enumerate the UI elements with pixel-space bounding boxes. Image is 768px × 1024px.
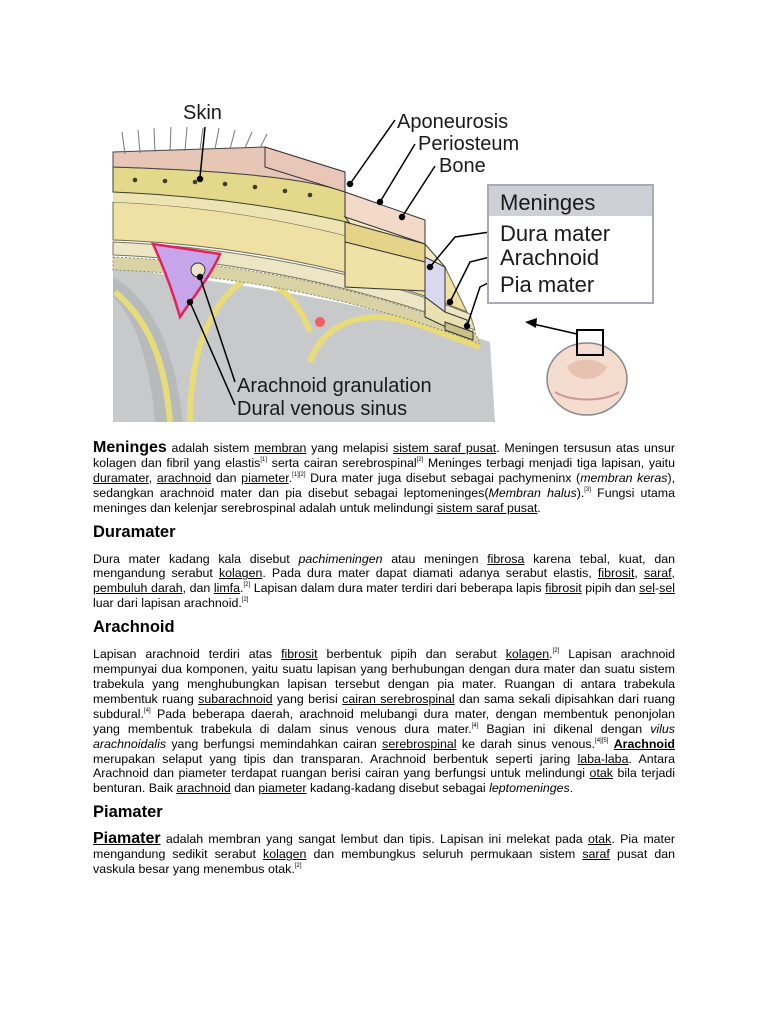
duramater-paragraph: Dura mater kadang kala disebut pachimeningen atau meningen fibrosa karena tebal, kuat, dan mengandung serabut kolagen. Pada dura mater dapat diamati adanya serabut elastis, fibrosit, saraf, pembuluh darah, dan limfa.[2] Lapisan dalam dura mater terdiri dari beberapa lapis fibrosit pipih dan sel-sel luar dari lapisan arachnoid.[2]	[93, 551, 675, 611]
intro-paragraph: Meninges adalah sistem membran yang melapisi sistem saraf pusat. Meningen tersusun atas unsur kolagen dan fibril yang elastis[1] serta cairan serebrospinal[2] Meninges terbagi menjadi tiga lapisan, yaitu duramater, arachnoid dan piameter.[1][2] Dura mater juga disebut sebagai pachymeninx (membran keras), sedangkan arachnoid mater dan pia disebut sebagai leptomeninges(Membran halus).[3] Fungsi utama meninges dan kelenjar serebrospinal adalah untuk melindungi sistem saraf pusat.	[93, 439, 676, 515]
link-pembuluh-darah[interactable]: pembuluh darah	[93, 581, 183, 596]
citation[interactable]: [2]	[241, 597, 249, 604]
red-vessel	[315, 317, 325, 327]
link-laba-laba[interactable]: laba-laba	[577, 751, 629, 766]
link-cairan-serebrospinal[interactable]: cairan serebrospinal	[342, 691, 455, 706]
label-dural-venous-sinus: Dural venous sinus	[237, 398, 408, 420]
piamater-paragraph: Piamater adalah membran yang sangat lembut dan tipis. Lapisan ini melekat pada otak. Pia mater mengandung sedikit serabut kolagen dan membungkus seluruh permukaan sistem saraf pusat dan vaskula besar yang menembus otak.[2]	[93, 830, 676, 877]
link-saraf[interactable]: saraf	[644, 566, 672, 581]
link-sel-2[interactable]: sel	[659, 581, 675, 596]
citation[interactable]: [4]	[471, 722, 479, 729]
citation[interactable]: [4][5]	[595, 737, 609, 744]
link-otak-2[interactable]: otak	[587, 832, 612, 847]
meninges-legend	[488, 185, 653, 303]
link-membran[interactable]: membran	[254, 441, 307, 455]
link-otak[interactable]: otak	[589, 766, 613, 781]
label-arachnoid-granulation: Arachnoid granulation	[237, 375, 432, 397]
link-subarachnoid[interactable]: subarachnoid	[198, 691, 273, 706]
heading-duramater: Duramater	[93, 522, 176, 541]
link-fibrosit-2[interactable]: fibrosit	[545, 581, 582, 596]
link-sel[interactable]: sel	[639, 581, 655, 596]
link-saraf-2[interactable]: saraf	[582, 847, 610, 862]
label-aponeurosis: Aponeurosis	[397, 111, 509, 133]
citation[interactable]: [4]	[143, 707, 151, 714]
citation[interactable]: [2]	[294, 863, 302, 870]
link-limfa[interactable]: limfa	[213, 581, 241, 596]
link-arachnoid-2[interactable]: arachnoid	[176, 781, 231, 796]
link-fibrosit-3[interactable]: fibrosit	[281, 647, 318, 662]
link-piameter-2[interactable]: piameter	[258, 781, 307, 796]
link-fibrosit[interactable]: fibrosit	[597, 566, 635, 581]
link-kolagen-3[interactable]: kolagen	[263, 847, 307, 862]
link-piameter[interactable]: piameter	[241, 470, 289, 485]
brain-inset-icon	[525, 318, 627, 415]
link-serebrospinal[interactable]: serebrospinal	[382, 736, 457, 751]
legend-title: Meninges	[500, 190, 596, 215]
link-sistem-saraf-pusat[interactable]: sistem saraf pusat	[393, 441, 497, 455]
piamater-lead[interactable]: Piamater	[93, 830, 161, 848]
link-duramater[interactable]: duramater	[93, 470, 149, 485]
article-body	[93, 441, 675, 883]
citation[interactable]: [2]	[552, 648, 560, 655]
legend-item-pia: Pia mater	[500, 272, 595, 297]
heading-arachnoid: Arachnoid	[93, 618, 175, 637]
label-bone: Bone	[439, 155, 486, 177]
bold-arachnoid[interactable]: Arachnoid	[613, 736, 675, 751]
link-sistem-saraf-pusat-2[interactable]: sistem saraf pusat	[436, 500, 538, 515]
label-periosteum: Periosteum	[418, 133, 520, 155]
link-arachnoid[interactable]: arachnoid	[156, 470, 212, 485]
citation[interactable]: [3]	[584, 486, 591, 493]
label-skin: Skin	[183, 102, 222, 124]
citation[interactable]: [2]	[416, 456, 424, 463]
heading-piamater: Piamater	[93, 803, 163, 822]
intro-lead: Meninges	[93, 439, 167, 456]
link-fibrosa[interactable]: fibrosa	[487, 551, 525, 566]
meninges-diagram	[95, 92, 675, 422]
citation[interactable]: [1][2]	[292, 471, 306, 478]
citation[interactable]: [2]	[243, 582, 251, 589]
citation[interactable]: [1]	[260, 456, 268, 463]
arachnoid-paragraph: Lapisan arachnoid terdiri atas fibrosit berbentuk pipih dan serabut kolagen.[2] Lapisan arachnoid mempunyai dua komponen, yaitu suatu lapisan yang berhubungan dengan dura mater dan suatu sistem trabekula yang menghubungkan lapisan tersebut dengan pia mater. Ruangan di antara trabekula membentuk ruang subarachnoid yang berisi cairan serebrospinal dan sama sekali dipisahkan dari ruang subdural.[4] Pada beberapa daerah, arachnoid melubangi dura mater, dengan membentuk penonjolan yang membentuk trabekula di dalam sinus venous dura mater.[4] Bagian ini dikenal dengan vilus arachnoidalis yang berfungsi memindahkan cairan serebrospinal ke darah sinus venous.[4][5] Arachnoid merupakan selaput yang tipis dan transparan. Arachnoid berbentuk seperti jaring laba-laba. Antara Arachnoid dan piameter terdapat ruangan berisi cairan yang berfungsi untuk melindungi otak bila terjadi benturan. Baik arachnoid dan piameter kadang-kadang disebut sebagai leptomeninges.	[93, 647, 676, 796]
legend-item-dura: Dura mater	[500, 221, 611, 246]
link-kolagen-2[interactable]: kolagen	[505, 647, 550, 662]
legend-item-arachnoid: Arachnoid	[500, 245, 600, 270]
link-kolagen[interactable]: kolagen	[218, 566, 263, 581]
